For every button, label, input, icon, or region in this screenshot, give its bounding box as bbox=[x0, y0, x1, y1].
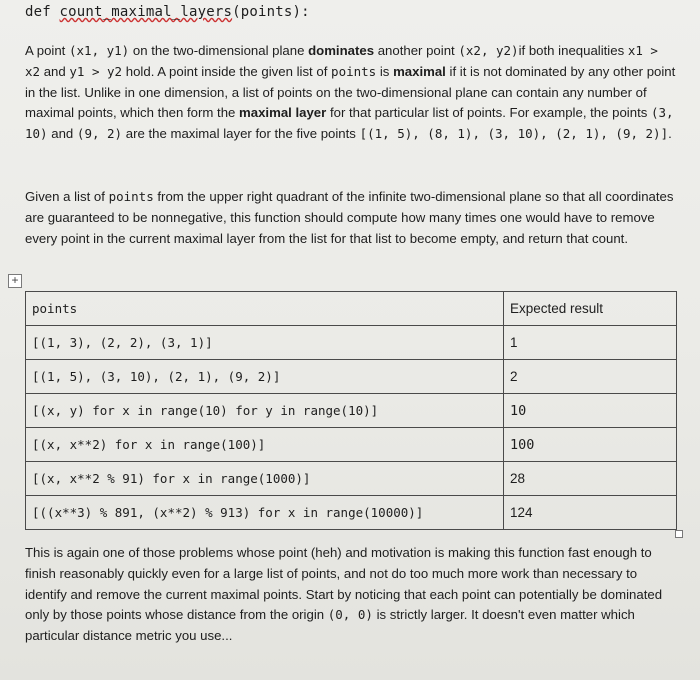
text-span: and bbox=[40, 63, 70, 79]
text-span: if both inequalities bbox=[518, 43, 628, 58]
table-row bbox=[26, 360, 677, 394]
table-resize-handle[interactable] bbox=[675, 530, 683, 538]
row-expected: 1 bbox=[504, 326, 677, 360]
code-span: points bbox=[331, 63, 377, 79]
row-points: [(x, x**2) for x in range(100)] bbox=[26, 428, 504, 462]
row-expected: 28 bbox=[504, 462, 677, 496]
text-span: is bbox=[376, 63, 394, 79]
code-span: (0, 0) bbox=[327, 607, 373, 623]
code-span: (x1, y1) bbox=[69, 43, 130, 58]
text-span: A point bbox=[25, 43, 69, 58]
code-span: y1 > y2 bbox=[69, 63, 123, 79]
table-row bbox=[26, 462, 677, 496]
header-expected: Expected result bbox=[504, 292, 677, 326]
row-points: [(1, 3), (2, 2), (3, 1)] bbox=[26, 326, 504, 360]
code-span: (x2, y2) bbox=[458, 43, 519, 58]
function-params: (points): bbox=[232, 4, 310, 20]
code-span: (9, 2) bbox=[76, 126, 123, 142]
row-points: [(x, y) for x in range(10) for y in range(10)] bbox=[26, 394, 504, 428]
bold-term: dominates bbox=[308, 43, 375, 58]
examples-table bbox=[25, 291, 677, 530]
function-name: count_maximal_layers bbox=[59, 4, 233, 20]
text-span: for that particular list of points. For example, the points bbox=[326, 105, 651, 121]
row-expected: 2 bbox=[504, 360, 677, 394]
text-span: and bbox=[47, 126, 77, 142]
row-points: [(1, 5), (3, 10), (2, 1), (9, 2)] bbox=[26, 360, 504, 394]
header-points bbox=[26, 292, 504, 326]
paragraph-definition bbox=[25, 41, 677, 145]
text-span: from the upper right quadrant of the infinite two-dimensional plane so that all coordinates are guaranteed to be nonnegative, this function should compute how many times one would have to remove every point in the current maximal layer from the list for that list to become empty, and return that count. bbox=[25, 189, 674, 246]
text-span: This is again one of those problems whose point (heh) and motivation is making this function fast enough to finish reasonably quickly even for a large list of points, and not do too much more work than necessary to identify and remove the current maximal points. Start by noticing that each point can potentially be dominated only by those points whose distance from the origin bbox=[25, 545, 663, 623]
text-span: another point bbox=[374, 43, 459, 58]
move-table-icon[interactable]: + bbox=[8, 274, 22, 288]
function-signature bbox=[25, 4, 310, 20]
def-keyword: def bbox=[25, 4, 51, 20]
table-row bbox=[26, 394, 677, 428]
text-span: if it is not dominated by any other point in the list. Unlike in one dimension, a list of points on the two-dimensional plane can contain any number of maximal points, which then form the bbox=[25, 63, 676, 121]
paragraph-hint bbox=[25, 543, 677, 647]
paragraph-task bbox=[25, 187, 677, 249]
row-expected: 10 bbox=[504, 394, 677, 428]
bold-term: maximal layer bbox=[239, 105, 327, 121]
code-span: points bbox=[108, 189, 154, 204]
table-row bbox=[26, 496, 677, 530]
table-row bbox=[26, 326, 677, 360]
text-span: on the two-dimensional plane bbox=[129, 43, 309, 58]
text-span: hold. A point inside the given list of bbox=[122, 63, 332, 79]
table-header-row bbox=[26, 292, 677, 326]
text-span: is strictly larger. It doesn't even matter which particular distance metric you use... bbox=[25, 607, 635, 644]
code-span: x1 > x2 bbox=[25, 43, 658, 79]
row-expected: 124 bbox=[504, 496, 677, 530]
row-points: [((x**3) % 891, (x**2) % 913) for x in range(10000)] bbox=[26, 496, 504, 530]
row-points: [(x, x**2 % 91) for x in range(1000)] bbox=[26, 462, 504, 496]
table-row bbox=[26, 428, 677, 462]
header-points-label: points bbox=[32, 301, 78, 316]
row-expected: 100 bbox=[504, 428, 677, 462]
text-span: . bbox=[668, 126, 672, 142]
text-span: are the maximal layer for the five points bbox=[122, 126, 360, 142]
code-span: [(1, 5), (8, 1), (3, 10), (2, 1), (9, 2)] bbox=[359, 126, 669, 142]
code-span: (3, 10) bbox=[25, 105, 674, 142]
bold-term: maximal bbox=[393, 63, 446, 79]
text-span: Given a list of bbox=[25, 189, 109, 204]
